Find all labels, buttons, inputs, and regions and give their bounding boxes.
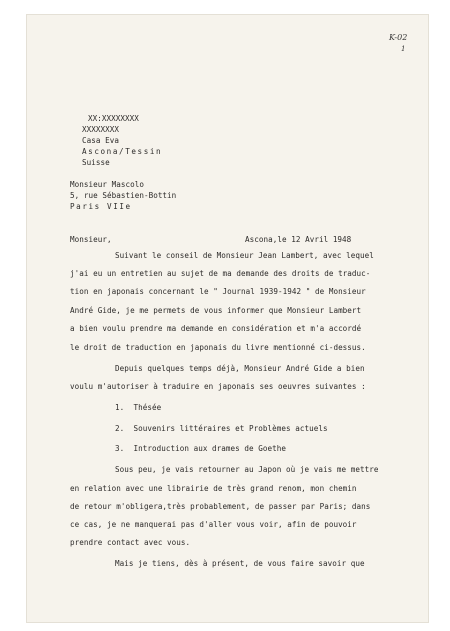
sender-line-2: XXXXXXXX: [82, 125, 119, 134]
body-line: Mais je tiens, dès à présent, de vous faire savoir que: [115, 559, 365, 568]
archive-reference: K-02: [389, 33, 408, 42]
body-line: André Gide, je me permets de vous informer que Monsieur Lambert: [70, 306, 362, 315]
body-line: ce cas, je ne manquerai pas d'aller vous voir, afin de pouvoir: [70, 520, 357, 529]
recipient-city: Paris VIIe: [70, 202, 132, 211]
body-line: en relation avec une librairie de très grand renom, mon chemin: [70, 484, 357, 493]
body-line: j'ai eu un entretien au sujet de ma demande des droits de traduc-: [70, 269, 371, 278]
body-line: le droit de traduction en japonais du livre mentionné ci-dessus.: [70, 343, 366, 352]
sender-line-1: XX:XXXXXXXX: [88, 114, 139, 123]
body-line: Depuis quelques temps déjà, Monsieur André Gide a bien: [115, 364, 365, 373]
salutation: Monsieur,: [70, 235, 112, 244]
sender-line-5: Suisse: [82, 158, 110, 167]
body-line: voulu m'autoriser à traduire en japonais ses oeuvres suivantes :: [70, 382, 366, 391]
list-item: 1. Thésée: [115, 403, 162, 412]
list-item: 2. Souvenirs littéraires et Problèmes actuels: [115, 424, 328, 433]
page-number: 1: [401, 45, 406, 53]
list-item: 3. Introduction aux drames de Goethe: [115, 444, 287, 453]
place-date: Ascona,le 12 Avril 1948: [245, 235, 352, 244]
recipient-name: Monsieur Mascolo: [70, 180, 144, 189]
body-line: a bien voulu prendre ma demande en considération et m'a accordé: [70, 324, 362, 333]
sender-line-4: Ascona/Tessin: [82, 147, 163, 156]
body-line: prendre contact avec vous.: [70, 538, 191, 547]
letter-page: [27, 15, 428, 622]
body-line: tion en japonais concernant le " Journal 1939-1942 " de Monsieur: [70, 287, 366, 296]
body-line: de retour m'obligera,très probablement, de passer par Paris; dans: [70, 502, 371, 511]
recipient-street: 5, rue Sébastien-Bottin: [70, 191, 177, 200]
body-line: Sous peu, je vais retourner au Japon où je vais me mettre: [115, 465, 379, 474]
sender-line-3: Casa Eva: [82, 136, 119, 145]
body-line: Suivant le conseil de Monsieur Jean Lambert, avec lequel: [115, 251, 374, 260]
